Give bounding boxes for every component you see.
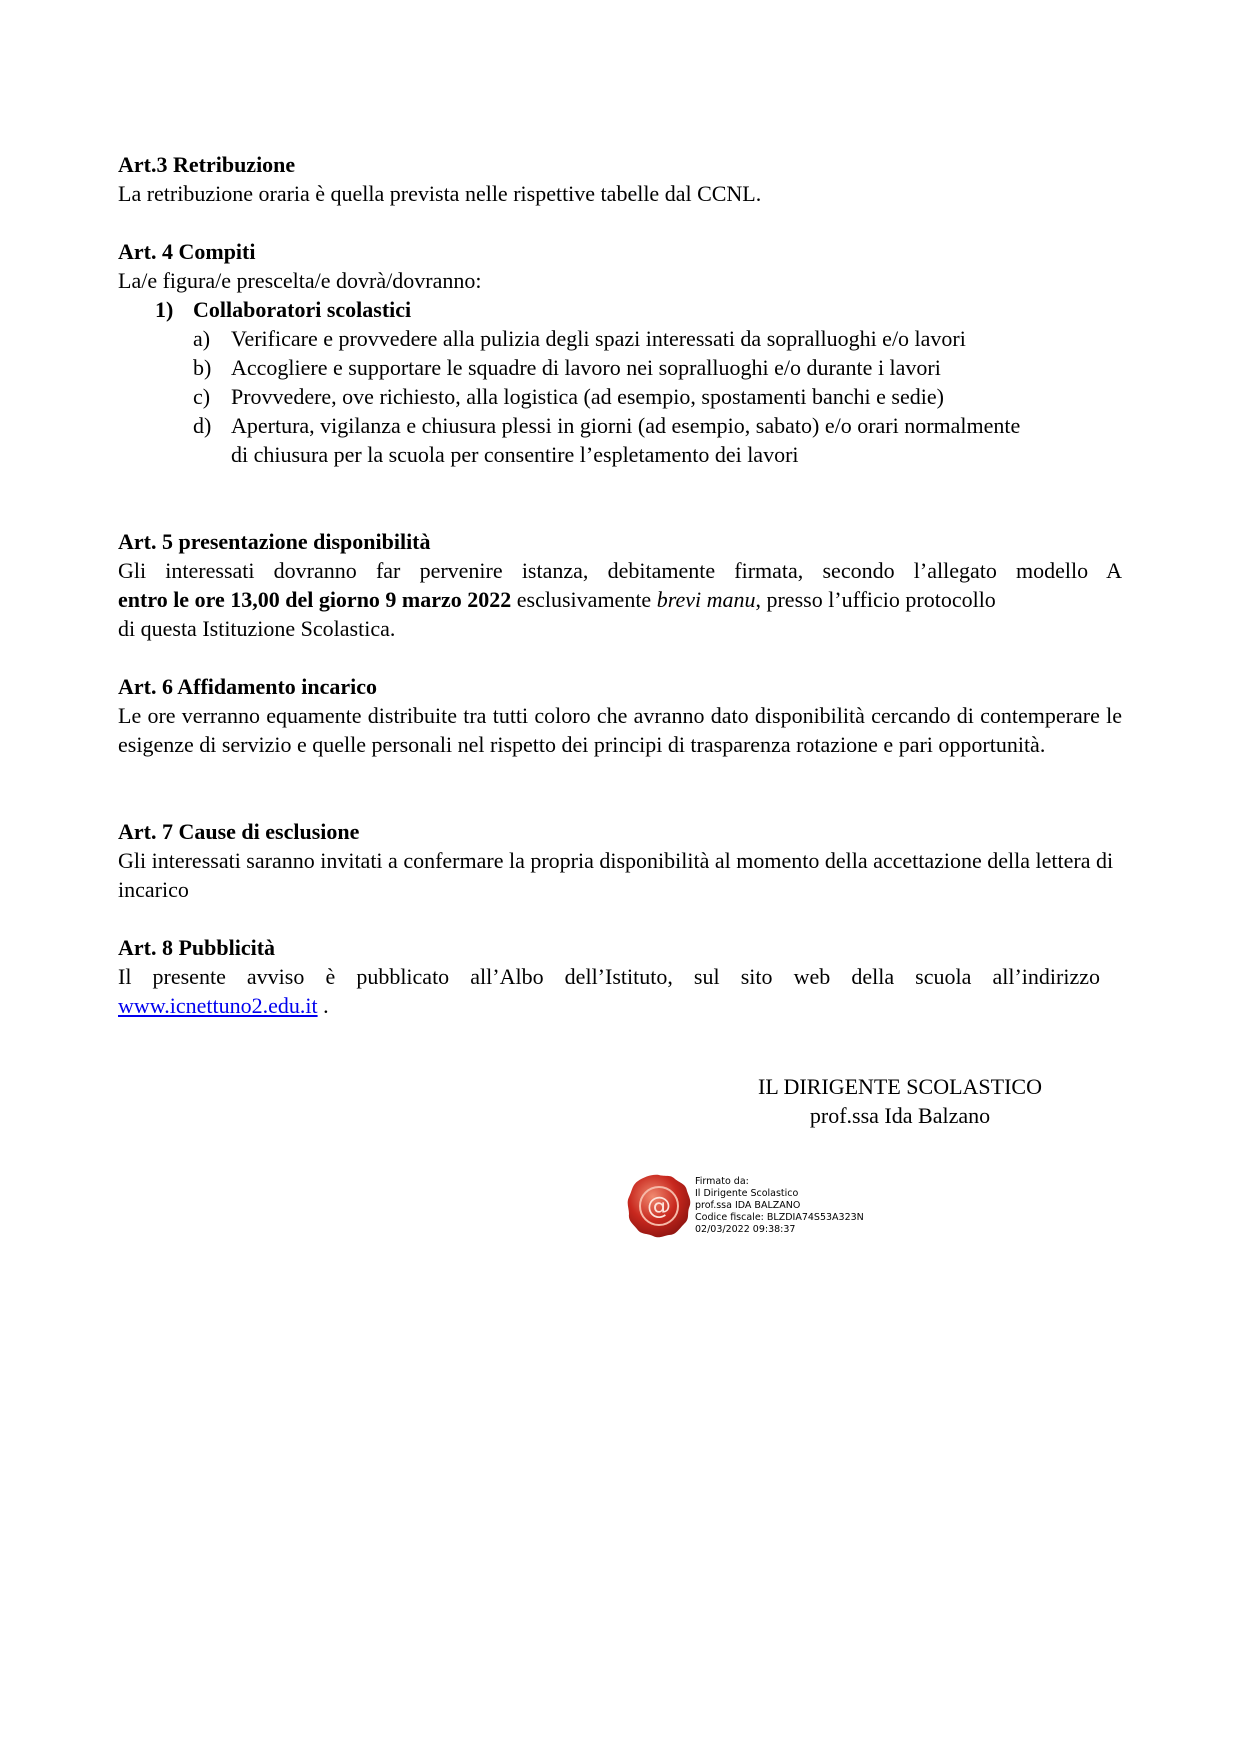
art3-title: Art.3 Retribuzione	[118, 152, 296, 177]
seal-symbol: @	[647, 1192, 671, 1220]
art5-line2	[118, 585, 1122, 614]
subitem-text-continued: di chiusura per la scuola per consentire l’espletamento dei lavori	[231, 442, 799, 467]
art5-line3: di questa Istituzione Scolastica.	[118, 616, 396, 641]
signer-role: IL DIRIGENTE SCOLASTICO	[758, 1074, 1042, 1099]
subitem-letter: c)	[193, 384, 211, 409]
school-website-link[interactable]: www.icnettuno2.edu.it	[118, 993, 318, 1018]
art8-title: Art. 8 Pubblicità	[118, 935, 276, 960]
art7-title: Art. 7 Cause di esclusione	[118, 819, 360, 844]
art8-after-link: .	[317, 993, 329, 1018]
art3-text: La retribuzione oraria è quella prevista nelle rispettive tabelle dal CCNL.	[118, 181, 762, 206]
seal-name: prof.ssa IDA BALZANO	[695, 1200, 801, 1211]
subitem-text: Apertura, vigilanza e chiusura plessi in giorni (ad esempio, sabato) e/o orari normalmente	[231, 413, 1021, 438]
signer-name: prof.ssa Ida Balzano	[809, 1103, 991, 1128]
art5-italic-text: brevi manu	[656, 587, 756, 612]
art6-title: Art. 6 Affidamento incarico	[118, 674, 378, 699]
subitem-letter: d)	[193, 413, 212, 438]
list-item-title: Collaboratori scolastici	[193, 297, 412, 322]
deadline-text: entro le ore 13,00 del giorno 9 marzo 2022	[118, 587, 512, 612]
subitem-letter: a)	[193, 326, 211, 351]
seal-timestamp: 02/03/2022 09:38:37	[695, 1224, 796, 1235]
seal-role: Il Dirigente Scolastico	[695, 1188, 799, 1199]
subitem-text: Accogliere e supportare le squadre di lavoro nei sopralluoghi e/o durante i lavori	[231, 355, 941, 380]
art5-title: Art. 5 presentazione disponibilità	[118, 529, 431, 554]
wax-seal-icon	[626, 1173, 692, 1239]
art4-title: Art. 4 Compiti	[118, 239, 256, 264]
art8-line1: Il presente avviso è pubblicato all’Albo dell’Istituto, sul sito web della scuola all’indirizzo	[118, 964, 1100, 989]
art8-line2	[118, 991, 329, 1020]
art7-text: Gli interessati saranno invitati a confermare la propria disponibilità al momento della accettazione della lettera di incarico	[118, 848, 1114, 902]
list-item-number: 1)	[155, 297, 174, 322]
art4-intro: La/e figura/e prescelta/e dovrà/dovranno:	[118, 268, 482, 293]
subitem-text: Provvedere, ove richiesto, alla logistica (ad esempio, spostamenti banchi e sedie)	[231, 384, 944, 409]
art5-mid-text: esclusivamente	[511, 587, 657, 612]
art5-end-text: , presso l’ufficio protocollo	[755, 587, 996, 612]
art5-line1: Gli interessati dovranno far pervenire istanza, debitamente firmata, secondo l’allegato modello A	[118, 558, 1122, 583]
art6-text: Le ore verranno equamente distribuite tra tutti coloro che avranno dato disponibilità cercando di contemperare le esigenze di servizio e quelle personali nel rispetto dei principi di trasparenza rotazione e pari opportunità.	[118, 703, 1122, 757]
subitem-text: Verificare e provvedere alla pulizia degli spazi interessati da sopralluoghi e/o lavori	[231, 326, 966, 351]
subitem-letter: b)	[193, 355, 212, 380]
digital-signature-block	[695, 1176, 864, 1236]
seal-signed-by: Firmato da:	[695, 1176, 749, 1187]
seal-tax-code: Codice fiscale: BLZDIA74S53A323N	[695, 1212, 864, 1223]
